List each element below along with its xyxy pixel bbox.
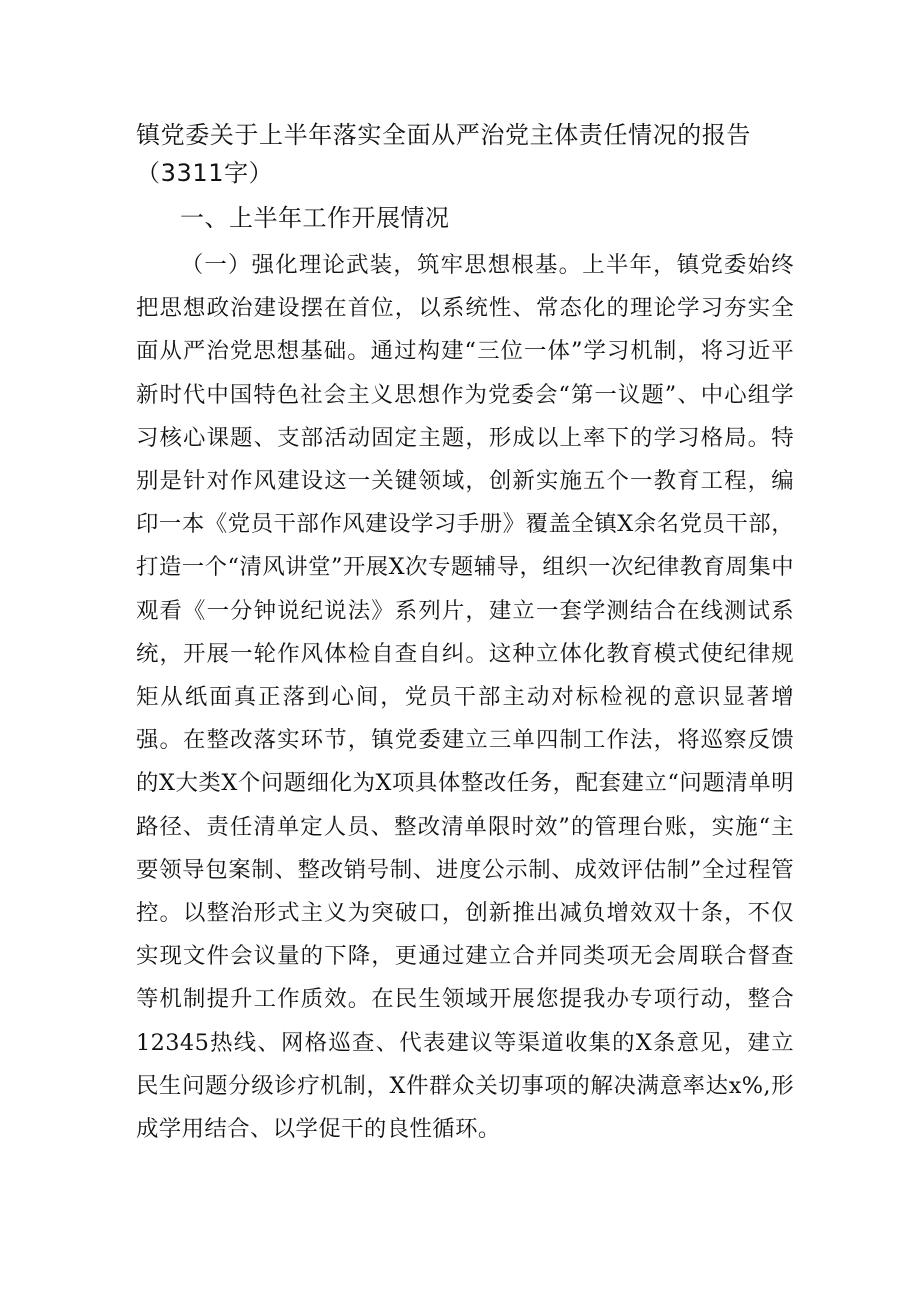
document-title: 镇党委关于上半年落实全面从严治党主体责任情况的报告（3311字）: [136, 121, 751, 187]
body-paragraph: （一）强化理论武装，筑牢思想根基。上半年，镇党委始终把思想政治建设摆在首位，以系统性、常态化的理论学习夯实全面从严治党思想基础。通过构建“三位一体”学习机制，将习近平新时代中国特色社会主义思想作为党委会“第一议题”、中心组学习核心课题、支部活动固定主题，形成以上率下的学习格局。特别是针对作风建设这一关键领域，创新实施五个一教育工程，编印一本《党员干部作风建设学习手册》覆盖全镇X余名党员干部，打造一个“清风讲堂”开展X次专题辅导，组织一次纪律教育周集中观看《一分钟说纪说法》系列片，建立一套学测结合在线测试系统，开展一轮作风体检自查自纠。这种立体化教育模式使纪律规矩从纸面真正落到心间，党员干部主动对标检视的意识显著增强。在整改落实环节，镇党委建立三单四制工作法，将巡察反馈的X大类X个问题细化为X项具体整改任务，配套建立“问题清单明路径、责任清单定人员、整改清单限时效”的管理台账，实施“主要领导包案制、整改销号制、进度公示制、成效评估制”全过程管控。以整治形式主义为突破口，创新推出减负增效双十条，不仅实现文件会议量的下降，更通过建立合并同类项无会周联合督查等机制提升工作质效。在民生领域开展您提我办专项行动，整合12345热线、网格巡查、代表建议等渠道收集的X条意见，建立民生问题分级诊疗机制，X件群众关切事项的解决满意率达x%,形成学用结合、以学促干的良性循环。: [136, 252, 794, 1143]
section-heading: 一、上半年工作开展情况: [180, 204, 450, 232]
